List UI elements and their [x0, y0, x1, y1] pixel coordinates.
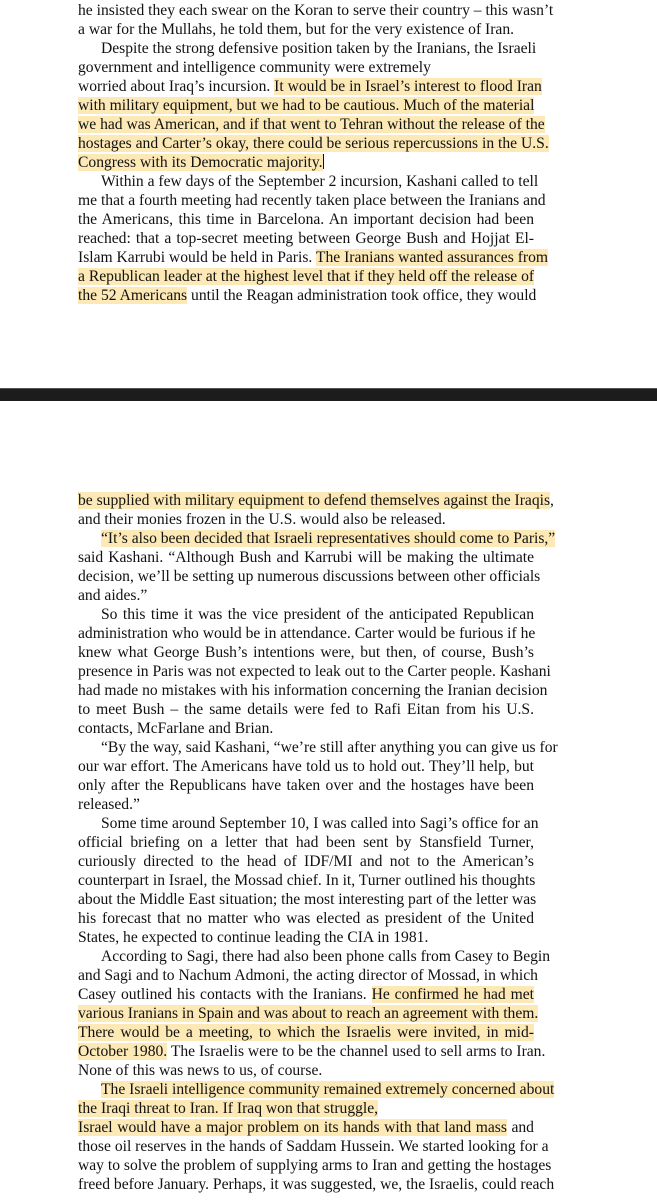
text-line — [78, 871, 534, 890]
text-segment: States, he expected to continue leading the CIA in 1981. — [78, 929, 429, 946]
highlighted-text: Israel would have a major problem on its hands with that land mass — [78, 1119, 507, 1136]
text-line — [78, 134, 549, 153]
highlighted-text: There would be a meeting, to which the Israelis were invited, in mid- — [78, 1024, 534, 1041]
text-segment: The Israelis were to be the channel used to sell arms to Iran. — [167, 1043, 546, 1060]
text-segment: “By the way, said Kashani, “we’re still after anything you can give us for — [101, 739, 558, 756]
text-line — [78, 795, 534, 814]
text-segment: contacts, McFarlane and Brian. — [78, 720, 274, 737]
text-segment: his forecast that no matter who was elected as president of the United — [78, 910, 534, 927]
page-separator — [0, 388, 657, 401]
text-segment: Despite the strong defensive position taken by the Iranians, the Israeli — [101, 40, 537, 57]
text-segment: way to solve the problem of supplying arms to Iran and getting the hostages — [78, 1157, 552, 1174]
text-line — [78, 814, 539, 833]
text-segment: a war for the Mullahs, he told them, but for the very existence of Iran. — [78, 21, 515, 38]
text-line — [78, 1118, 534, 1137]
text-segment: According to Sagi, there had also been phone calls from Casey to Begin — [101, 948, 551, 965]
text-segment: until the Reagan administration took office, they would — [187, 287, 537, 304]
text-line — [78, 586, 534, 605]
text-cursor — [323, 154, 324, 169]
highlighted-text: The Israeli intelligence community remained extremely concerned about — [101, 1081, 555, 1098]
text-line — [78, 1137, 549, 1156]
text-segment: knew what George Bush’s intentions were, but then, of course, Bush’s — [78, 644, 534, 661]
text-line — [78, 681, 548, 700]
text-segment: , — [550, 492, 554, 509]
text-line — [78, 191, 546, 210]
highlighted-text: He confirmed he had met — [371, 986, 534, 1003]
text-line — [78, 966, 538, 985]
text-line — [78, 153, 534, 172]
text-line — [78, 229, 534, 248]
text-line — [78, 1023, 534, 1042]
text-line — [78, 852, 534, 871]
text-segment: curiously directed to the head of IDF/MI and not to the American’s — [78, 853, 534, 870]
text-line — [78, 267, 534, 286]
text-segment: worried about Iraq’s incursion. — [78, 78, 275, 95]
text-segment: Within a few days of the September 2 incursion, Kashani called to tell — [101, 173, 539, 190]
text-segment: None of this was news to us, of course. — [78, 1062, 323, 1079]
text-segment: and — [506, 1119, 534, 1136]
text-line — [78, 286, 537, 305]
text-segment: only after the Republicans have taken over and the hostages have been — [78, 777, 534, 794]
highlighted-text: The Iranians wanted assurances from — [315, 249, 549, 266]
highlighted-text: Congress with its Democratic majority. — [78, 154, 323, 171]
text-line — [78, 172, 539, 191]
text-segment: government and intelligence community were extremely — [78, 59, 431, 76]
text-line — [78, 510, 534, 529]
text-line — [78, 39, 537, 58]
text-line — [78, 567, 541, 586]
highlighted-text: be supplied with military equipment to defend themselves against the Iraqis — [78, 492, 551, 509]
text-line — [78, 624, 534, 643]
highlighted-text: hostages and Carter’s okay, there could be serious repercussions in the U.S. — [78, 135, 549, 152]
highlighted-text: various Iranians in Spain and was about to reach an agreement with them. — [78, 1005, 539, 1022]
text-line — [78, 985, 534, 1004]
highlighted-text: October 1980. — [78, 1043, 168, 1060]
text-segment: So this time it was the vice president of the anticipated Republican — [101, 606, 534, 623]
text-line — [78, 1042, 546, 1061]
text-line — [78, 20, 534, 39]
text-line — [78, 77, 542, 96]
text-segment: and Sagi and to Nachum Admoni, the acting director of Mossad, in which — [78, 967, 538, 984]
text-line — [78, 776, 534, 795]
highlighted-text: It would be in Israel’s interest to flood Iran — [274, 78, 542, 95]
text-line — [78, 700, 534, 719]
text-line — [78, 738, 558, 757]
text-line — [78, 248, 549, 267]
highlighted-text: we had was American, and if that went to Tehran without the release of the — [78, 116, 545, 133]
highlighted-text: the Iraqi threat to Iran. If Iraq won that struggle, — [78, 1100, 379, 1117]
text-line — [78, 947, 551, 966]
text-segment: Casey outlined his contacts with the Iranians. — [78, 986, 372, 1003]
text-line — [78, 548, 534, 567]
text-segment: freed before January. Perhaps, it was suggested, we, the Israelis, could reach — [78, 1176, 555, 1193]
text-line — [78, 1175, 555, 1194]
highlighted-text: the 52 Americans — [78, 287, 188, 304]
text-segment: said Kashani. “Although Bush and Karrubi will be making the ultimate — [78, 549, 534, 566]
highlighted-text: “It’s also been decided that Israeli representatives should come to Paris,” — [101, 530, 556, 547]
text-segment: reached: that a top-secret meeting between George Bush and Hojjat El- — [78, 230, 534, 247]
text-segment: me that a fourth meeting had recently taken place between the Iranians and — [78, 192, 546, 209]
text-segment: and aides.” — [78, 587, 148, 604]
text-segment: Some time around September 10, I was called into Sagi’s office for an — [101, 815, 539, 832]
text-segment: he insisted they each swear on the Koran to serve their country – this wasn’t — [78, 2, 554, 19]
text-line — [78, 1156, 552, 1175]
text-line — [78, 890, 537, 909]
text-line — [78, 605, 534, 624]
text-segment: to meet Bush – the same details were fed to Rafi Eitan from his U.S. — [78, 701, 534, 718]
text-line — [78, 115, 545, 134]
text-segment: decision, we’ll be setting up numerous discussions between other officials — [78, 568, 541, 585]
text-segment: had made no mistakes with his information concerning the Iranian decision — [78, 682, 548, 699]
text-line — [78, 643, 534, 662]
text-segment: those oil reserves in the hands of Saddam Hussein. We started looking for a — [78, 1138, 549, 1155]
highlighted-text: a Republican leader at the highest level that if they held off the release of — [78, 268, 535, 285]
text-line — [78, 928, 534, 947]
text-segment: released.” — [78, 796, 140, 813]
text-segment: official briefing on a letter that had been sent by Stansfield Turner, — [78, 834, 534, 851]
text-line — [78, 662, 551, 681]
text-segment: our war effort. The Americans have told us to hold out. They’ll help, but — [78, 758, 534, 775]
highlighted-text: with military equipment, but we had to be cautious. Much of the material — [78, 97, 535, 114]
text-line — [78, 96, 534, 115]
text-line — [78, 1004, 539, 1023]
text-line — [78, 1061, 534, 1080]
text-line — [78, 1080, 555, 1099]
text-line — [78, 833, 534, 852]
text-line — [78, 1, 554, 20]
text-line — [78, 491, 554, 510]
text-segment: the Americans, this time in Barcelona. An important decision had been — [78, 211, 534, 228]
text-segment: and their monies frozen in the U.S. would also be released. — [78, 511, 446, 528]
text-line — [78, 529, 556, 548]
text-line — [78, 58, 534, 77]
text-segment: administration who would be in attendance. Carter would be furious if he — [78, 625, 536, 642]
text-segment: Islam Karrubi would be held in Paris. — [78, 249, 316, 266]
text-segment: presence in Paris was not expected to leak out to the Carter people. Kashani — [78, 663, 551, 680]
text-segment: counterpart in Israel, the Mossad chief. In it, Turner outlined his thoughts — [78, 872, 536, 889]
text-line — [78, 210, 534, 229]
text-line — [78, 909, 534, 928]
text-line — [78, 1099, 534, 1118]
text-line — [78, 757, 534, 776]
text-line — [78, 719, 534, 738]
text-segment: about the Middle East situation; the most interesting part of the letter was — [78, 891, 537, 908]
